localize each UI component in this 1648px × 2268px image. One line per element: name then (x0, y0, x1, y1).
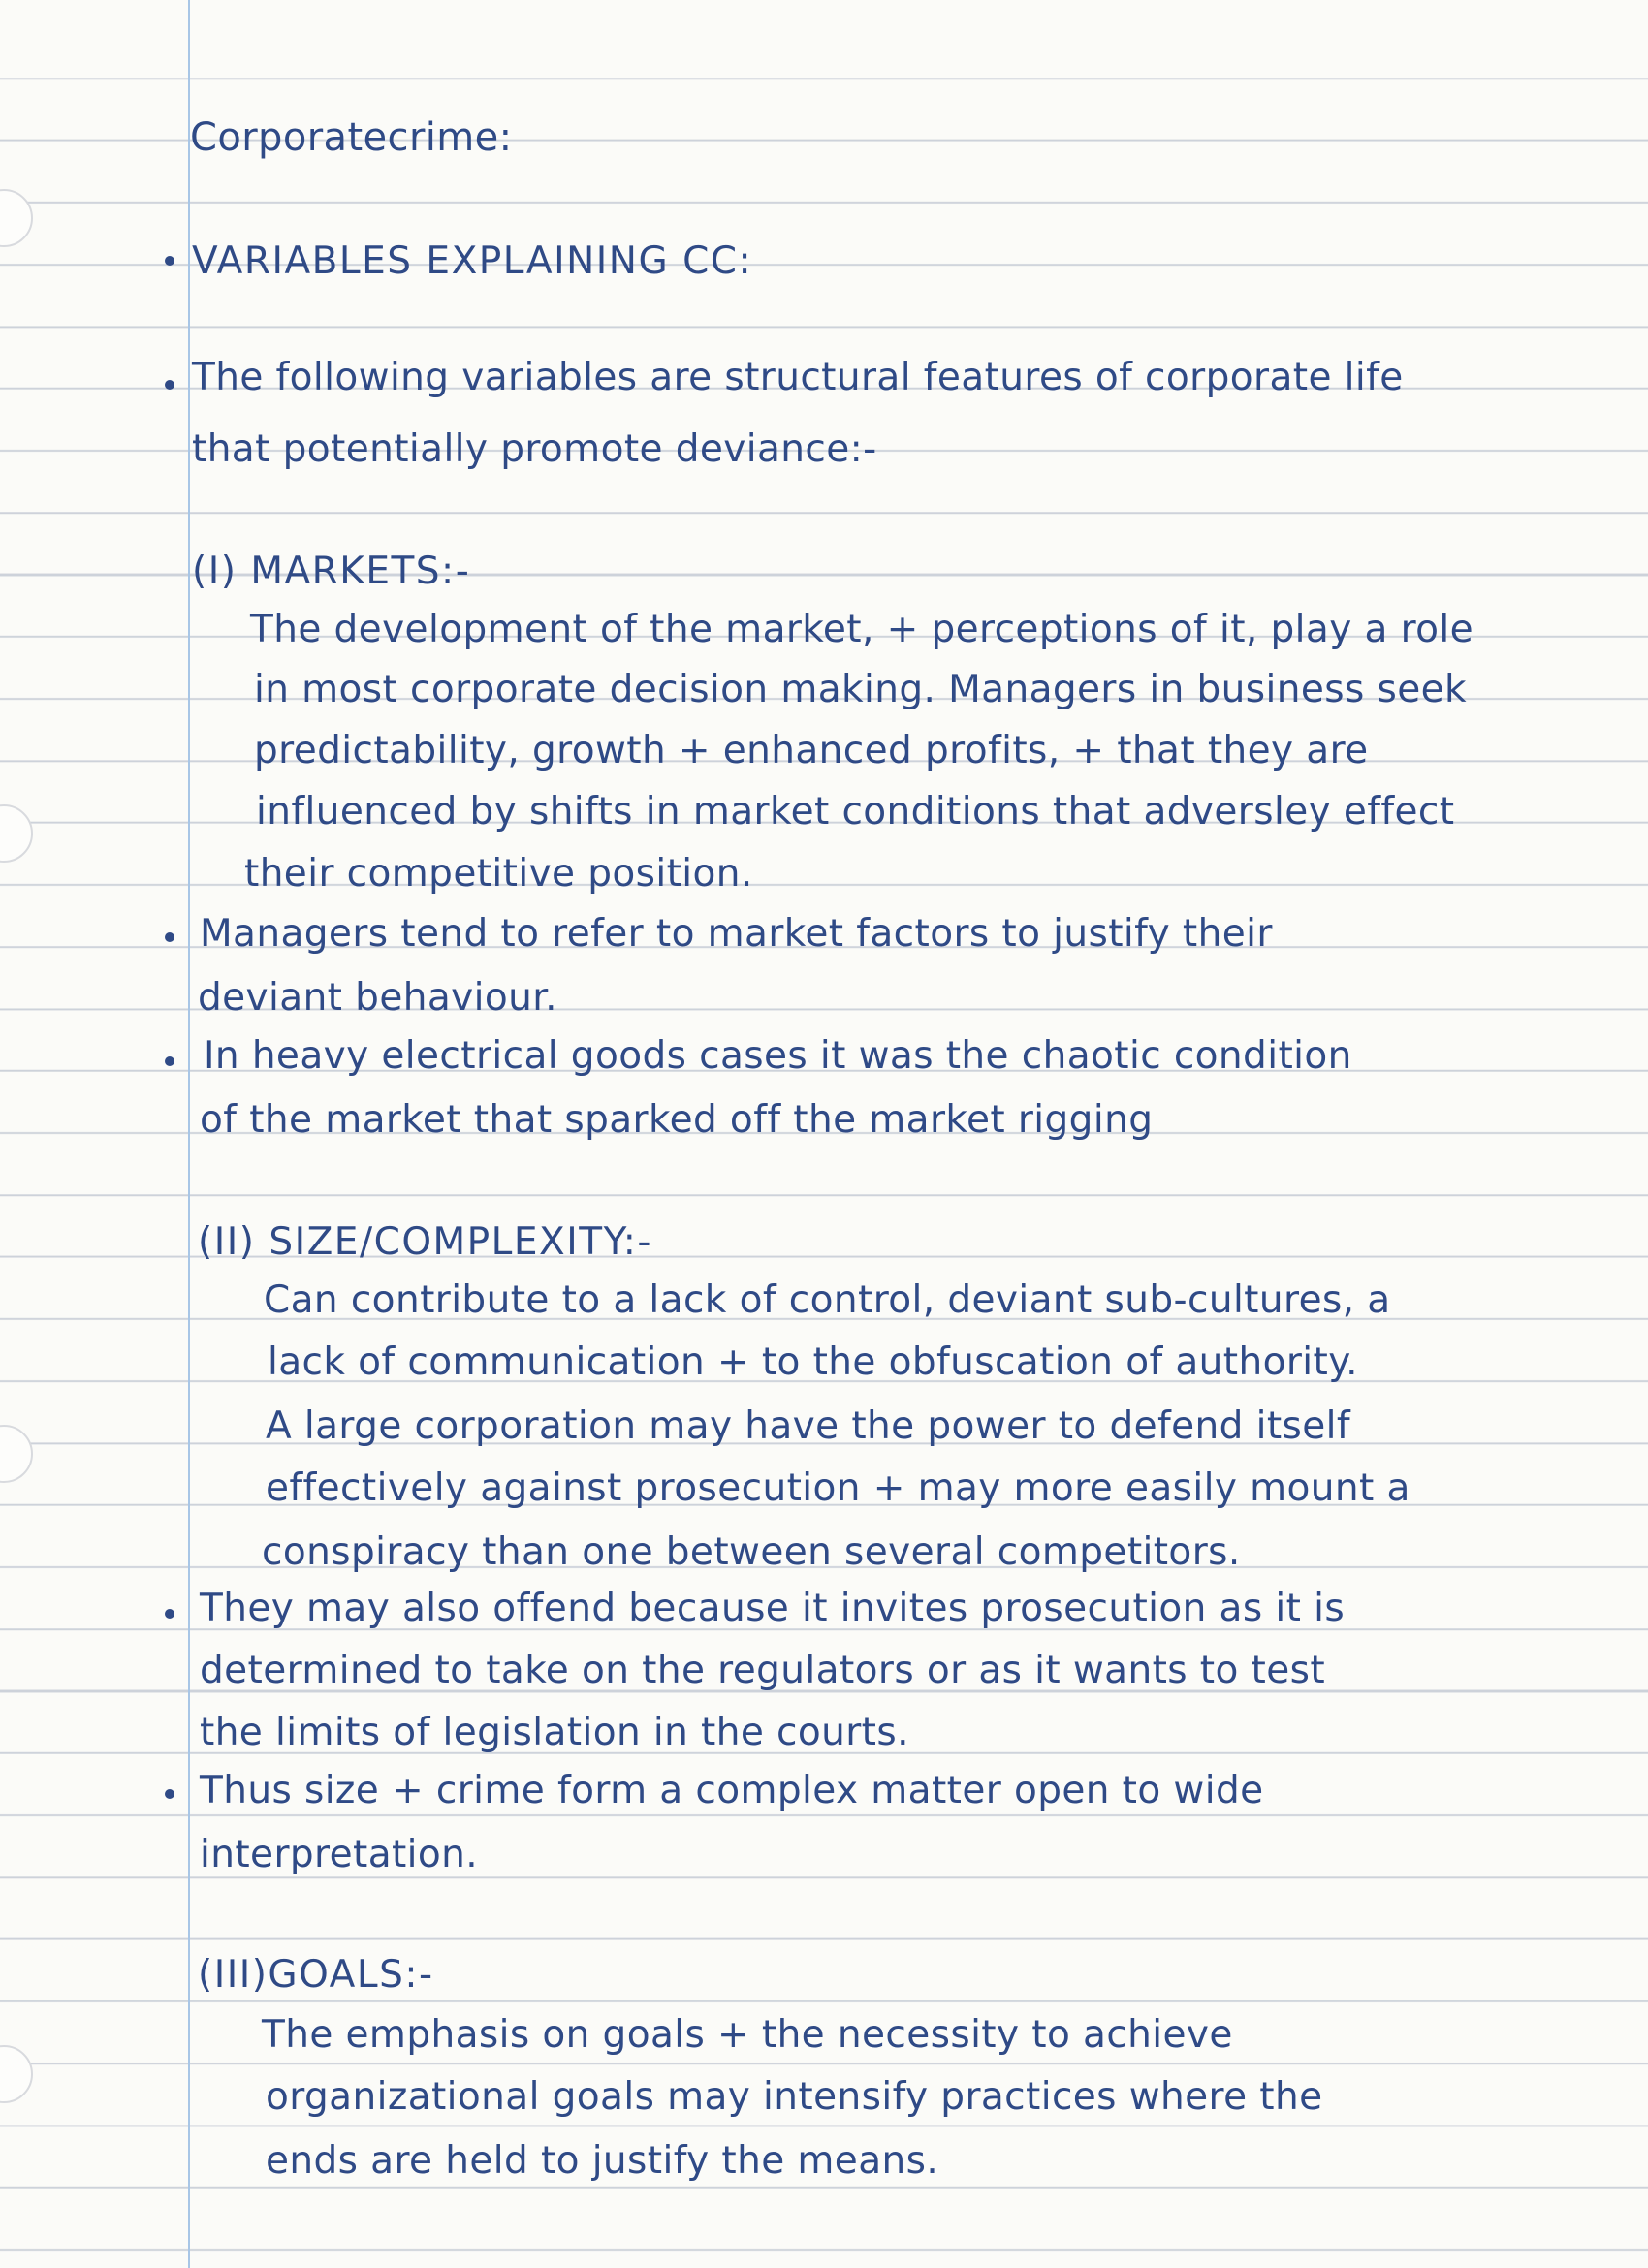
paragraph-line: in most corporate decision making. Managers in business seek (254, 668, 1467, 711)
bullet-line: Thus size + crime form a complex matter open to wide (200, 1769, 1264, 1812)
paragraph-line: effectively against prosecution + may more easily mount a (266, 1466, 1410, 1510)
paragraph-line: ends are held to justify the means. (266, 2139, 939, 2183)
paragraph-line: The emphasis on goals + the necessity to achieve (262, 2013, 1233, 2057)
margin-line (188, 0, 190, 2268)
paragraph-line: influenced by shifts in market conditions that adversley effect (256, 790, 1455, 834)
bullet-line: interpretation. (200, 1833, 479, 1876)
bullet-dot (165, 1789, 174, 1799)
paragraph-line: their competitive position. (244, 852, 753, 896)
bullet-dot (165, 256, 174, 266)
bullet-line: In heavy electrical goods cases it was the chaotic condition (204, 1034, 1352, 1078)
paragraph-line: A large corporation may have the power to defend itself (266, 1404, 1350, 1448)
punch-hole (0, 1425, 33, 1483)
bullet-dot (165, 932, 174, 942)
section-heading-markets: (I) MARKETS:- (192, 550, 471, 593)
paragraph-line: conspiracy than one between several competitors. (262, 1530, 1241, 1574)
main-heading: VARIABLES EXPLAINING CC: (192, 239, 753, 283)
section-heading-goals: (III)GOALS:- (198, 1953, 434, 1997)
punch-hole (0, 189, 33, 247)
intro-line: The following variables are structural features of corporate life (192, 356, 1404, 399)
bullet-line: Managers tend to refer to market factors to justify their (200, 912, 1273, 956)
bullet-line: determined to take on the regulators or as it wants to test (200, 1649, 1326, 1692)
paragraph-line: The development of the market, + perceptions of it, play a role (250, 608, 1474, 651)
bullet-dot (165, 1609, 174, 1619)
section-heading-size-complexity: (II) SIZE/COMPLEXITY:- (198, 1220, 652, 1264)
paragraph-line: predictability, growth + enhanced profits, + that they are (254, 729, 1369, 772)
bullet-line: They may also offend because it invites prosecution as it is (200, 1587, 1346, 1630)
paragraph-line: Can contribute to a lack of control, deviant sub-cultures, a (264, 1278, 1391, 1322)
page-title: Corporatecrime: (190, 115, 513, 160)
bullet-dot (165, 380, 174, 390)
bullet-dot (165, 1056, 174, 1066)
punch-hole (0, 804, 33, 863)
bullet-line: the limits of legislation in the courts. (200, 1711, 909, 1754)
bullet-line: deviant behaviour. (198, 976, 557, 1020)
paragraph-line: lack of communication + to the obfuscation of authority. (268, 1340, 1358, 1384)
paragraph-line: organizational goals may intensify practices where the (266, 2075, 1323, 2119)
intro-line: that potentially promote deviance:- (192, 427, 877, 471)
bullet-line: of the market that sparked off the market rigging (200, 1098, 1154, 1142)
punch-hole (0, 2045, 33, 2103)
